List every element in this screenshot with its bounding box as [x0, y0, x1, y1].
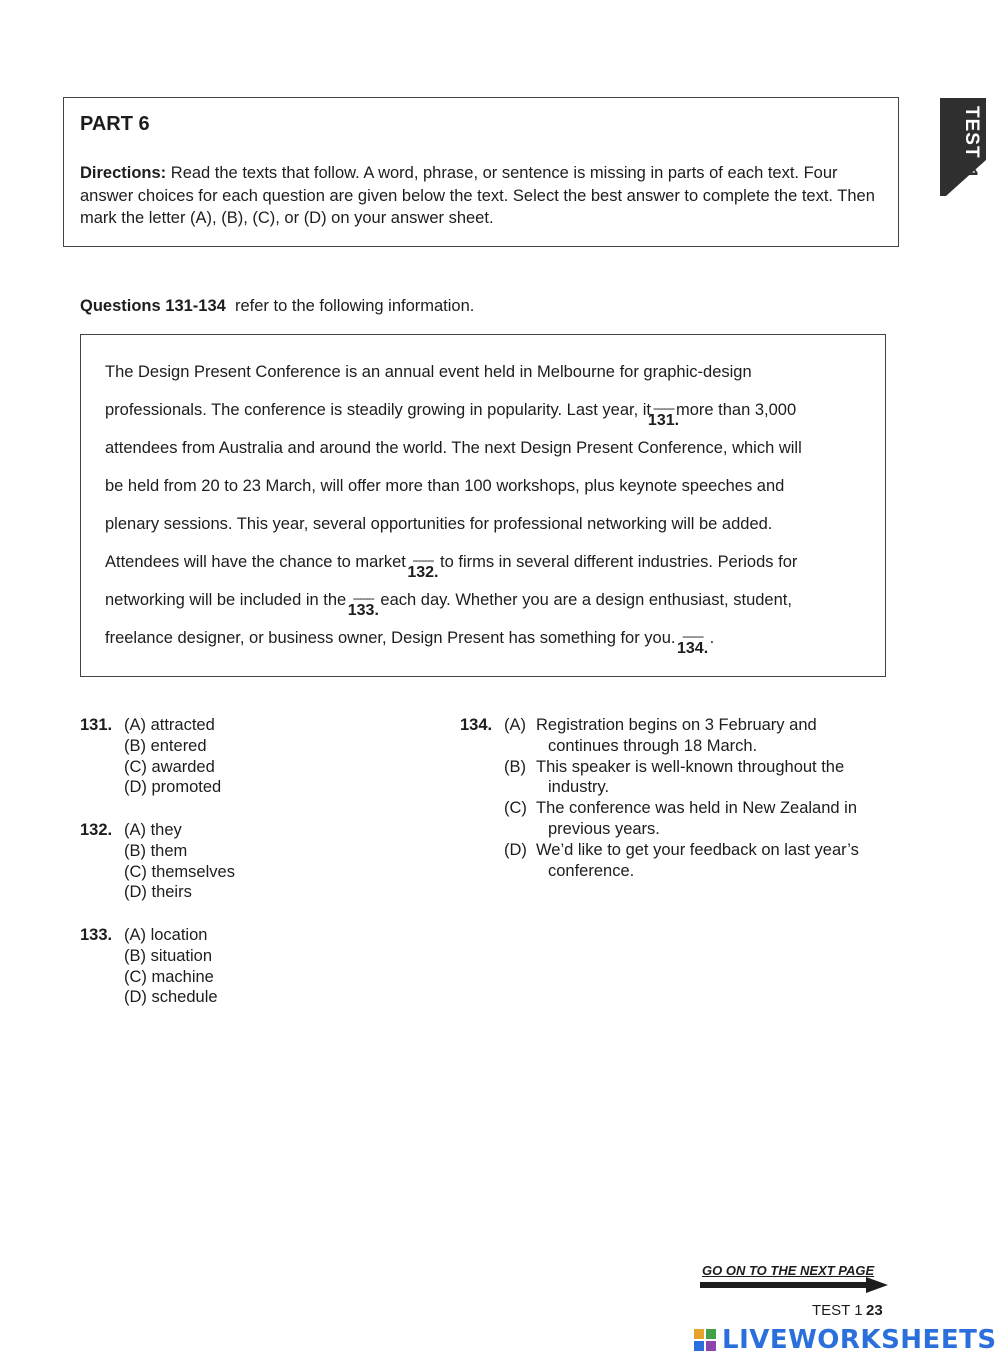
answer-letter[interactable]: (D)	[504, 840, 527, 859]
passage-text: each day. Whether you are a design enthusiast, student,	[380, 591, 792, 609]
answer-letter[interactable]: (B)	[504, 757, 526, 776]
passage-line	[105, 629, 715, 657]
liveworksheets-logo-icon	[694, 1329, 716, 1351]
side-tab-label: TEST	[961, 105, 982, 159]
passage-line	[105, 553, 798, 581]
answer-option-continued[interactable]: continues through 18 March.	[548, 736, 758, 755]
answer-option[interactable]: We’d like to get your feedback on last year’s	[536, 840, 859, 859]
passage-text: freelance designer, or business owner, Design Present has something for you.	[105, 629, 676, 647]
answer-letter[interactable]: (C)	[504, 799, 527, 818]
passage-line: attendees from Australia and around the world. The next Design Present Conference, which will	[105, 439, 802, 457]
blank-number: 132.	[407, 564, 439, 581]
blank-number: 133.	[347, 602, 379, 619]
answer-option-continued[interactable]: previous years.	[548, 819, 660, 838]
directions-text	[80, 162, 890, 230]
passage-text: to firms in several different industries. Periods for	[440, 553, 798, 571]
part-title: PART 6	[80, 113, 150, 135]
passage-text: networking will be included in the	[105, 591, 347, 609]
liveworksheets-brand-text: LIVEWORKSHEETS	[722, 1325, 997, 1355]
blank-number: 134.	[677, 640, 709, 657]
answer-option-continued[interactable]: conference.	[548, 861, 635, 880]
page-test-label: TEST 1	[812, 1302, 863, 1319]
test-side-tab	[940, 98, 986, 196]
questions-intro	[80, 297, 474, 316]
answer-option[interactable]: (A) they	[124, 821, 182, 839]
answer-option[interactable]: (B) entered	[124, 736, 207, 755]
answer-option[interactable]: (B) them	[124, 841, 188, 860]
page-number: 23	[866, 1302, 883, 1319]
directions-body: Read the texts that follow. A word, phrase, or sentence is missing in parts of each text. Four answer choices for each question are given below the text. Select the best answer to complete the text. Then mark the letter (A), (B), (C), or (D) on your answer sheet.	[80, 164, 875, 227]
answer-option[interactable]: (C) awarded	[124, 757, 215, 776]
passage-line: be held from 20 to 23 March, will offer more than 100 workshops, plus keynote speeches and	[105, 477, 785, 495]
answer-option[interactable]: (C) themselves	[124, 862, 235, 881]
answer-option[interactable]: (D) schedule	[124, 988, 218, 1007]
blank-131[interactable]: ------- 131.	[647, 401, 680, 429]
answer-option[interactable]: This speaker is well-known throughout the	[536, 757, 845, 776]
answer-option[interactable]: (A) location	[124, 926, 208, 944]
passage-text: more than 3,000	[676, 401, 797, 419]
go-on-next-page-label: GO ON TO THE NEXT PAGE	[702, 1263, 875, 1278]
question-number: 133.	[80, 926, 113, 944]
side-tab-number-badge	[940, 160, 986, 196]
side-tab-number: 1	[959, 168, 980, 179]
answer-option[interactable]: (B) situation	[124, 946, 213, 965]
answer-option[interactable]: Registration begins on 3 February and	[536, 716, 817, 734]
passage-box	[80, 334, 886, 677]
answer-option[interactable]: (C) machine	[124, 967, 214, 986]
passage-line	[105, 591, 792, 619]
passage-line: The Design Present Conference is an annual event held in Melbourne for graphic-design	[105, 363, 752, 381]
question-number: 134.	[460, 716, 493, 734]
liveworksheets-logo[interactable]	[694, 1322, 997, 1358]
passage-text: Attendees will have the chance to market	[105, 553, 406, 571]
arrow-right-icon	[700, 1277, 890, 1295]
answer-option[interactable]: (D) theirs	[124, 883, 192, 902]
passage-line	[105, 401, 797, 429]
blank-number: 131.	[647, 412, 680, 429]
question-132	[80, 820, 420, 903]
passage-text: .	[709, 629, 715, 647]
question-131	[80, 715, 420, 798]
answer-option[interactable]: The conference was held in New Zealand in	[536, 799, 858, 818]
answer-option[interactable]: (D) promoted	[124, 778, 222, 797]
questions-range: Questions 131-134	[80, 297, 226, 315]
directions-label: Directions:	[80, 164, 167, 182]
answer-option[interactable]: (A) attracted	[124, 716, 215, 734]
question-134	[460, 715, 900, 881]
passage-line: plenary sessions. This year, several opportunities for professional networking will be added.	[105, 515, 773, 533]
question-number: 131.	[80, 716, 113, 734]
question-133	[80, 925, 420, 1008]
directions-box	[63, 97, 899, 247]
blank-132[interactable]: ------- 132.	[407, 553, 439, 581]
questions-intro-text: refer to the following information.	[235, 297, 475, 315]
answer-letter[interactable]: (A)	[504, 716, 526, 734]
blank-134[interactable]: ------- 134.	[677, 629, 709, 657]
question-number: 132.	[80, 821, 113, 839]
blank-133[interactable]: ------- 133.	[347, 591, 379, 619]
answer-option-continued[interactable]: industry.	[548, 778, 610, 797]
passage-text: professionals. The conference is steadily growing in popularity. Last year, it	[105, 401, 652, 419]
